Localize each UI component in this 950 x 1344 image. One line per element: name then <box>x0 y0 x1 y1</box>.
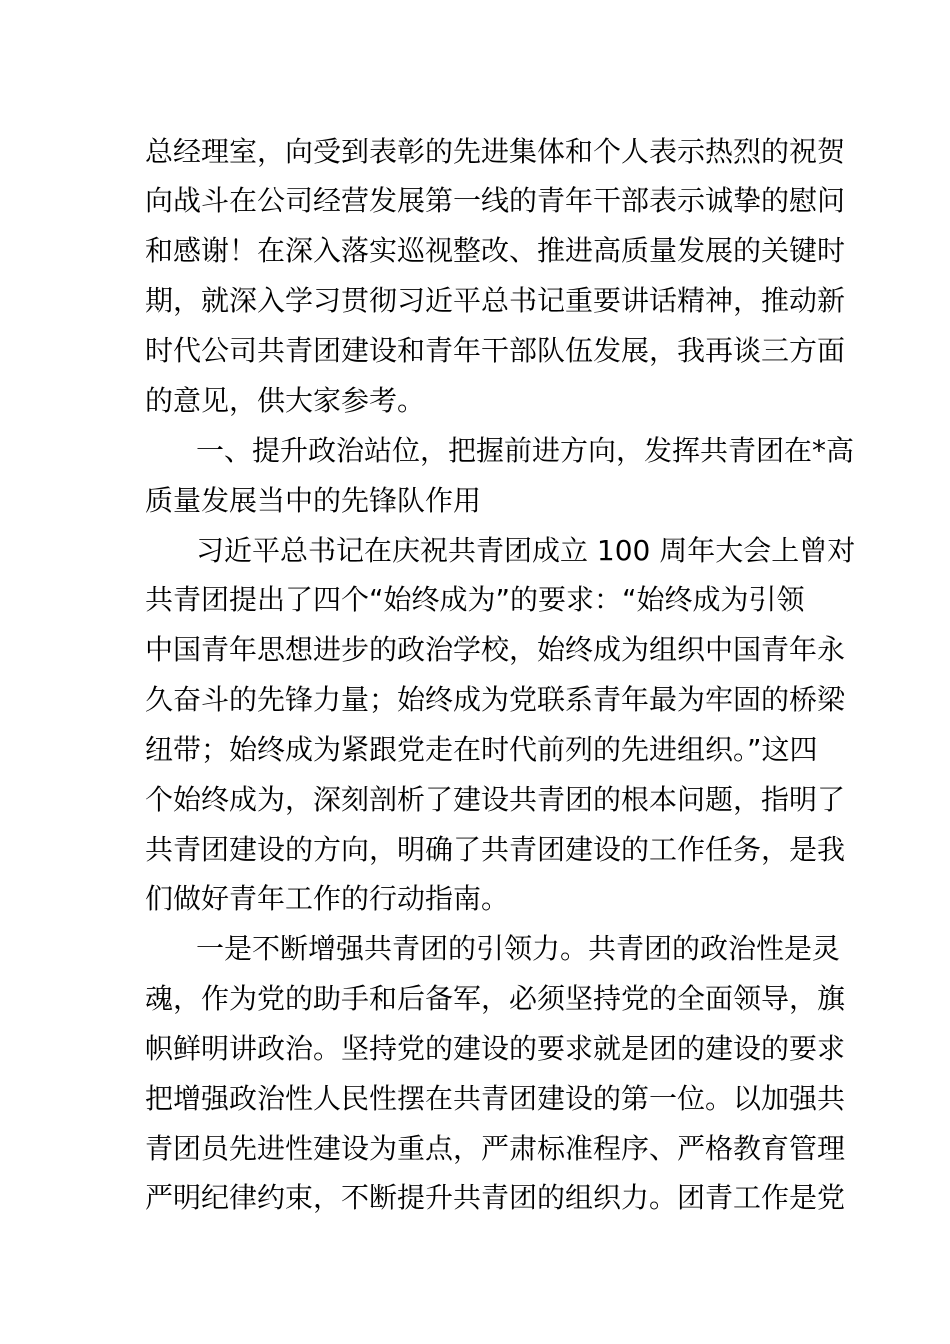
body-text-line: 把增强政治性人民性摆在共青团建设的第一位。以加强共 <box>145 1082 846 1115</box>
body-text-line: 的意见，供大家参考。 <box>145 384 426 417</box>
body-text-line: 向战斗在公司经营发展第一线的青年干部表示诚挚的慰问 <box>145 184 846 217</box>
body-text-line: 中国青年思想进步的政治学校，始终成为组织中国青年永 <box>145 633 846 666</box>
body-text-line: 共青团提出了四个“始终成为”的要求：“始终成为引领 <box>145 583 805 616</box>
body-text-line: 帜鲜明讲政治。坚持党的建设的要求就是团的建设的要求 <box>145 1032 846 1065</box>
body-text-line: 青团员先进性建设为重点，严肃标准程序、严格教育管理 <box>145 1132 846 1165</box>
body-text-line: 时代公司共青团建设和青年干部队伍发展，我再谈三方面 <box>145 334 846 367</box>
body-text-line: 习近平总书记在庆祝共青团成立 100 周年大会上曾对 <box>196 534 856 567</box>
section-heading-line: 一、提升政治站位，把握前进方向，发挥共青团在*高 <box>196 434 855 467</box>
body-text-line: 严明纪律约束，不断提升共青团的组织力。团青工作是党 <box>145 1181 846 1214</box>
body-text-line: 总经理室，向受到表彰的先进集体和个人表示热烈的祝贺 <box>145 135 846 168</box>
body-text-line: 共青团建设的方向，明确了共青团建设的工作任务，是我 <box>145 833 846 866</box>
body-text-line: 纽带；始终成为紧跟党走在时代前列的先进组织。”这四 <box>145 733 818 766</box>
section-heading-line: 质量发展当中的先锋队作用 <box>145 484 482 517</box>
body-text-line: 们做好青年工作的行动指南。 <box>145 882 510 915</box>
body-text-line: 久奋斗的先锋力量；始终成为党联系青年最为牢固的桥梁 <box>145 683 846 716</box>
body-text-line: 和感谢！在深入落实巡视整改、推进高质量发展的关键时 <box>145 234 846 267</box>
body-text-line: 魂，作为党的助手和后备军，必须坚持党的全面领导，旗 <box>145 982 846 1015</box>
body-text-line: 个始终成为，深刻剖析了建设共青团的根本问题，指明了 <box>145 783 846 816</box>
body-text-line: 期，就深入学习贯彻习近平总书记重要讲话精神，推动新 <box>145 284 846 317</box>
body-text-line: 一是不断增强共青团的引领力。共青团的政治性是灵 <box>196 932 841 965</box>
